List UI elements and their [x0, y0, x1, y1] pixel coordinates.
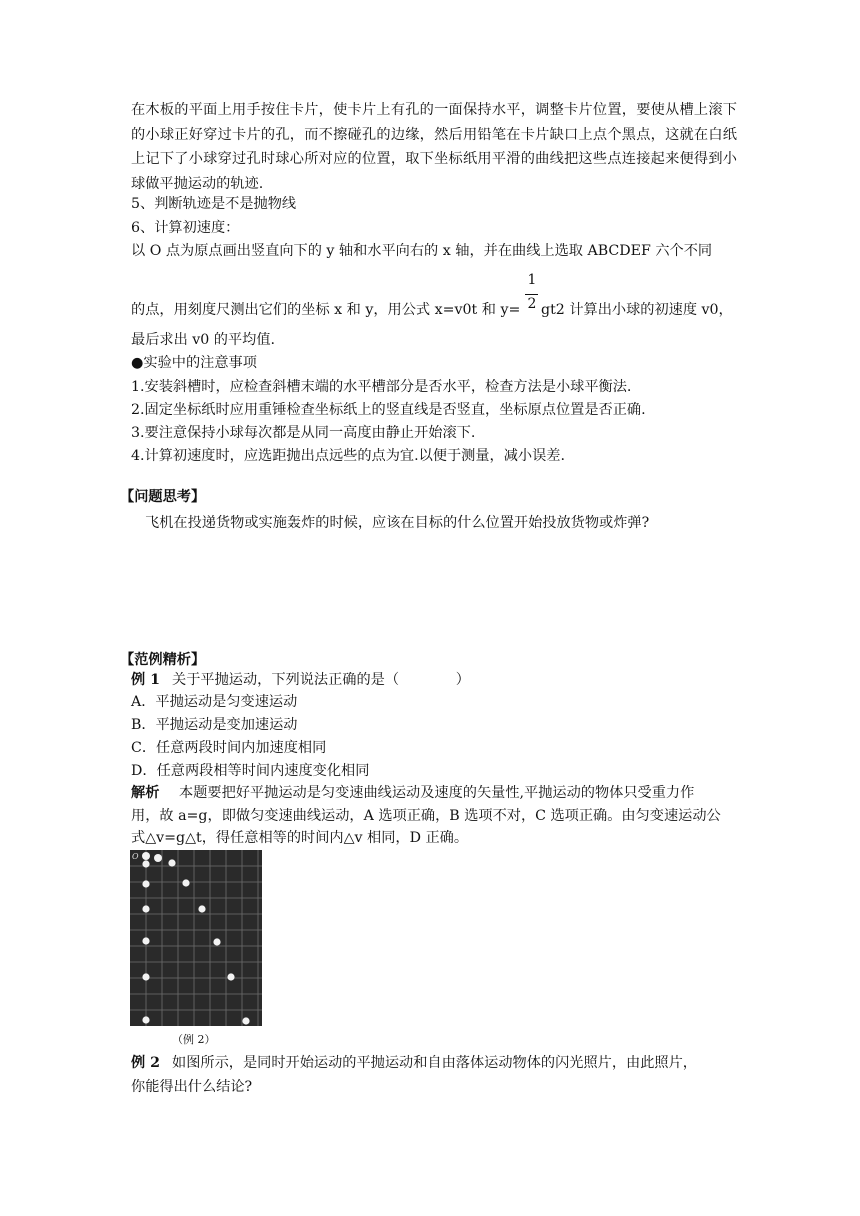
- option-d: D．任意两段相等时间内速度变化相同: [131, 763, 370, 779]
- ball: [198, 905, 205, 912]
- strobe-photo-graphic: [130, 850, 262, 1026]
- step-6-line-1: 以 O 点为原点画出竖直向下的 y 轴和水平向右的 x 轴，并在曲线上选取 ABCDEF 六个不同: [131, 243, 713, 259]
- ball: [168, 859, 175, 866]
- intro-paragraph: 在木板的平面上用手按住卡片，使卡片上有孔的一面保持水平，调整卡片位置，要使从槽上滚下的小球正好穿过卡片的孔，而不擦碰孔的边缘，然后用铅笔在卡片缺口上点个黑点，这就在白纸上记下了小球穿过孔时球心所对应的位置，取下坐标纸用平滑的曲线把这些点连接起来便得到小球做平抛运动的轨迹.: [131, 102, 737, 192]
- analysis-line-1: 本题要把好平抛运动是匀变速曲线运动及速度的矢量性,平抛运动的物体只受重力作: [179, 785, 695, 801]
- step-6-line-3: 最后求出 v0 的平均值.: [131, 332, 276, 348]
- ball: [154, 854, 162, 862]
- strobe-photo: [130, 850, 262, 1026]
- example-1-stem: 关于平抛运动，下列说法正确的是（ ）: [172, 672, 470, 688]
- ball: [142, 973, 149, 980]
- ball: [142, 880, 149, 887]
- ball: [142, 852, 150, 860]
- photo-caption: （例 2）: [172, 1033, 216, 1046]
- ball: [142, 860, 149, 867]
- fraction-numerator: 1: [527, 272, 537, 288]
- step-5: 5、判断轨迹是不是抛物线: [131, 196, 297, 212]
- ball: [213, 938, 220, 945]
- example-2-label: 例 2: [131, 1055, 160, 1071]
- note-item: 1.安装斜槽时，应检查斜槽末端的水平槽部分是否水平，检查方法是小球平衡法.: [131, 379, 632, 395]
- option-b: B．平抛运动是变加速运动: [131, 717, 298, 733]
- note-item: 3.要注意保持小球每次都是从同一高度由静止开始滚下.: [131, 425, 476, 441]
- analysis-line-3: 式△v=g△t，得任意相等的时间内△v 相同，D 正确。: [131, 830, 469, 846]
- ball: [242, 1017, 249, 1024]
- example-1-label: 例 1: [131, 672, 160, 688]
- question-text: 飞机在投递货物或实施轰炸的时候，应该在目标的什么位置开始投放货物或炸弹?: [145, 515, 650, 531]
- fraction-bar: [525, 294, 538, 295]
- analysis-line-2: 用，故 a=g，即做匀变速曲线运动，A 选项正确，B 选项不对，C 选项正确。由匀变速运动公: [131, 808, 721, 824]
- photo-origin-label: O: [132, 852, 139, 861]
- step-6-line-2-after: gt2 计算出小球的初速度 v0，: [541, 302, 733, 318]
- note-item: 4.计算初速度时，应选距抛出点远些的点为宜.以便于测量，减小误差.: [131, 448, 565, 464]
- step-6-line-2-before: 的点，用刻度尺测出它们的坐标 x 和 y，用公式 x=v0t 和 y=: [131, 302, 521, 318]
- example-2-stem-line-2: 你能得出什么结论?: [131, 1079, 253, 1095]
- examples-heading: 【范例精析】: [120, 652, 206, 668]
- ball: [142, 905, 149, 912]
- option-c: C．任意两段时间内加速度相同: [131, 740, 327, 756]
- question-heading: 【问题思考】: [120, 489, 206, 505]
- ball: [142, 1016, 149, 1023]
- example-2-stem-line-1: 如图所示，是同时开始运动的平抛运动和自由落体运动物体的闪光照片，由此照片，: [172, 1055, 697, 1071]
- notes-heading: ●实验中的注意事项: [131, 355, 257, 371]
- ball: [182, 879, 189, 886]
- option-a: A．平抛运动是匀变速运动: [131, 694, 298, 710]
- ball: [142, 937, 149, 944]
- fraction-denominator: 2: [527, 296, 537, 312]
- note-item: 2.固定坐标纸时应用重锤检查坐标纸上的竖直线是否竖直，坐标原点位置是否正确.: [131, 402, 646, 418]
- analysis-label: 解析: [131, 785, 160, 801]
- step-6: 6、计算初速度：: [131, 220, 240, 236]
- ball: [227, 973, 234, 980]
